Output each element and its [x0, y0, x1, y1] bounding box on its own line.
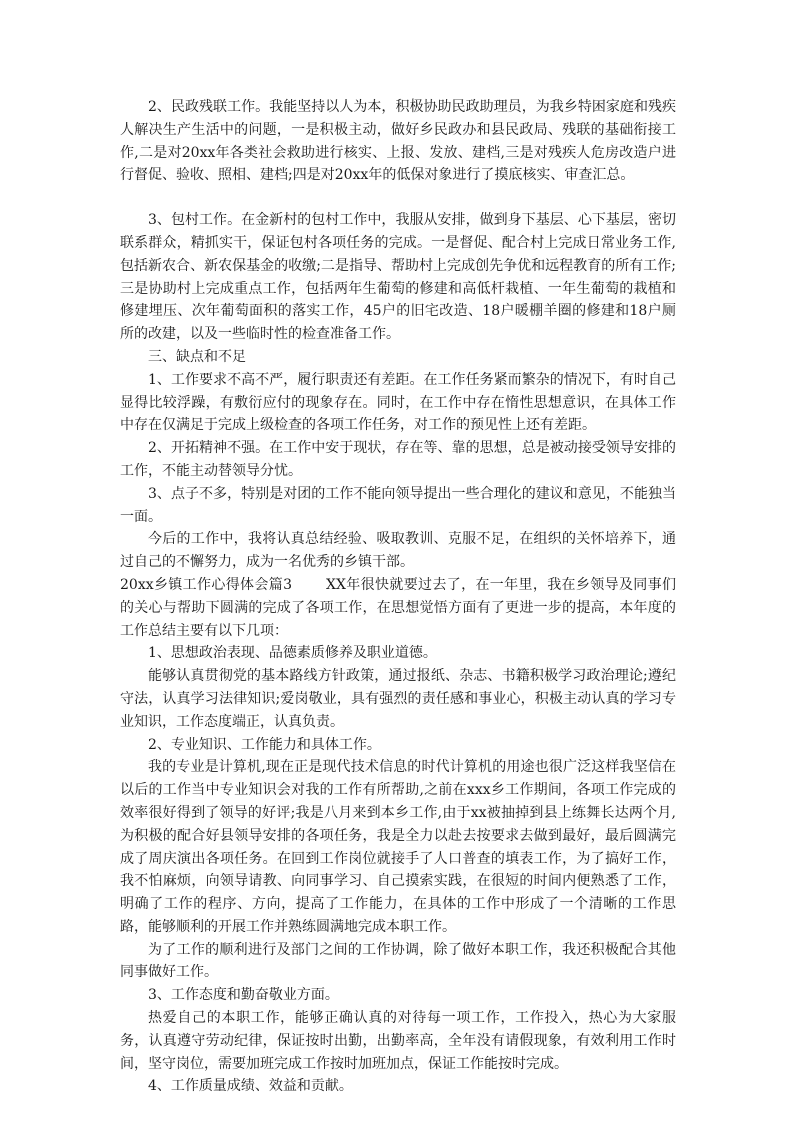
article-title: 20xx乡镇工作心得体会篇3 — [120, 576, 293, 593]
subheading-political-performance: 1、思想政治表现、品德素质修养及职业道德。 — [148, 645, 437, 662]
subheading-work-attitude: 3、工作态度和勤奋敬业方面。 — [148, 987, 339, 1004]
paragraph-shortcoming-1: 1、工作要求不高不严，履行职责还有差距。在工作任务紧而繁杂的情况下，有时自己显得比较浮躁，有敷衍应付的现象存在。同时，在工作中存在惰性思想意识，在具体工作中存在仅满足于完成上级检查的各项工作任务，对工作的预见性上还有差距。 — [120, 371, 676, 434]
paragraph-village-work: 3、包村工作。在金新村的包村工作中，我服从安排，做到身下基层、心下基层，密切联系群众，精抓实干，保证包村各项任务的完成。一是督促、配合村上完成日常业务工作,包括新农合、新农保基金的收缴;二是指导、帮助村上完成创先争优和远程教育的所有工作;三是协助村上完成重点工作，包括两年生葡萄的修建和高低杆栽植、一年生葡萄的栽植和修建埋压、次年葡萄面积的落实工作，45户的旧宅改造、18户暖棚羊圈的修建和18户厕所的改建，以及一些临时性的检查准备工作。 — [120, 212, 676, 343]
section-heading-shortcomings: 三、缺点和不足 — [148, 348, 246, 365]
paragraph-work-attitude: 热爱自己的本职工作，能够正确认真的对待每一项工作，工作投入，热心为大家服务，认真遵守劳动纪律，保证按时出勤，出勤率高，全年没有请假现象，有效利用工作时间，坚守岗位，需要加班完成工作按时加班加点，保证工作能按时完成。 — [120, 1010, 676, 1072]
document-page — [120, 96, 676, 1098]
paragraph-coordination: 为了工作的顺利进行及部门之间的工作协调，除了做好本职工作，我还积极配合其他同事做好工作。 — [120, 941, 676, 981]
paragraph-shortcoming-3: 3、点子不多，特别是对团的工作不能向领导提出一些合理化的建议和意见，不能独当一面。 — [120, 485, 676, 525]
paragraph-political-performance: 能够认真贯彻党的基本路线方针政策，通过报纸、杂志、书籍积极学习政治理论;遵纪守法，认真学习法律知识;爱岗敬业，具有强烈的责任感和事业心，积极主动认真的学习专业知识，工作态度端正，认真负责。 — [120, 668, 676, 730]
paragraph-professional-knowledge: 我的专业是计算机,现在正是现代技术信息的时代计算机的用途也很广泛这样我坚信在以后的工作当中专业知识会对我的工作有所帮助,之前在xxx乡工作期间，各项工作完成的效率很好得到了领导的好评;我是八月来到本乡工作,由于xx被抽掉到县上练舞长达两个月,为积极的配合好县领导安排的各项任务，我是全力以赴去按要求去做到最好，最后圆满完成了周庆演出各项任务。在回到工作岗位就接手了人口普查的填表工作，为了搞好工作，我不怕麻烦，向领导请教、向同事学习、自己摸索实践，在很短的时间内便熟悉了工作，明确了工作的程序、方向，提高了工作能力，在具体的工作中形成了一个清晰的工作思路，能够顺利的开展工作并熟练圆满地完成本职工作。 — [120, 759, 676, 935]
article-intro-text: XX年很快就要过去了，在一年里，我在乡领导及同事们的关心与帮助下圆满的完成了各项工作，在思想觉悟方面有了更进一步的提高，本年度的工作总结主要有以下几项： — [120, 576, 676, 639]
paragraph-shortcoming-2: 2、开拓精神不强。在工作中安于现状，存在等、靠的思想，总是被动接受领导安排的工作，不能主动替领导分忧。 — [120, 440, 676, 479]
subheading-professional-knowledge: 2、专业知识、工作能力和具体工作。 — [148, 736, 381, 753]
subheading-work-quality: 4、工作质量成绩、效益和贡献。 — [148, 1078, 353, 1095]
paragraph-article-3 — [120, 574, 676, 642]
paragraph-civil-affairs: 2、民政残联工作。我能坚持以人为本，积极协助民政助理员，为我乡特困家庭和残疾人解决生产生活中的问题，一是积极主动，做好乡民政办和县民政局、残联的基础衔接工作,二是对20xx年各类社会救助进行核实、上报、发放、建档,三是对残疾人危房改造户进行督促、验收、照相、建档;四是对20xx年的低保对象进行了摸底核实、审查汇总。 — [120, 99, 676, 184]
paragraph-future-work: 今后的工作中，我将认真总结经验、吸取教训、克服不足，在组织的关怀培养下，通过自己的不懈努力，成为一名优秀的乡镇干部。 — [120, 531, 676, 571]
